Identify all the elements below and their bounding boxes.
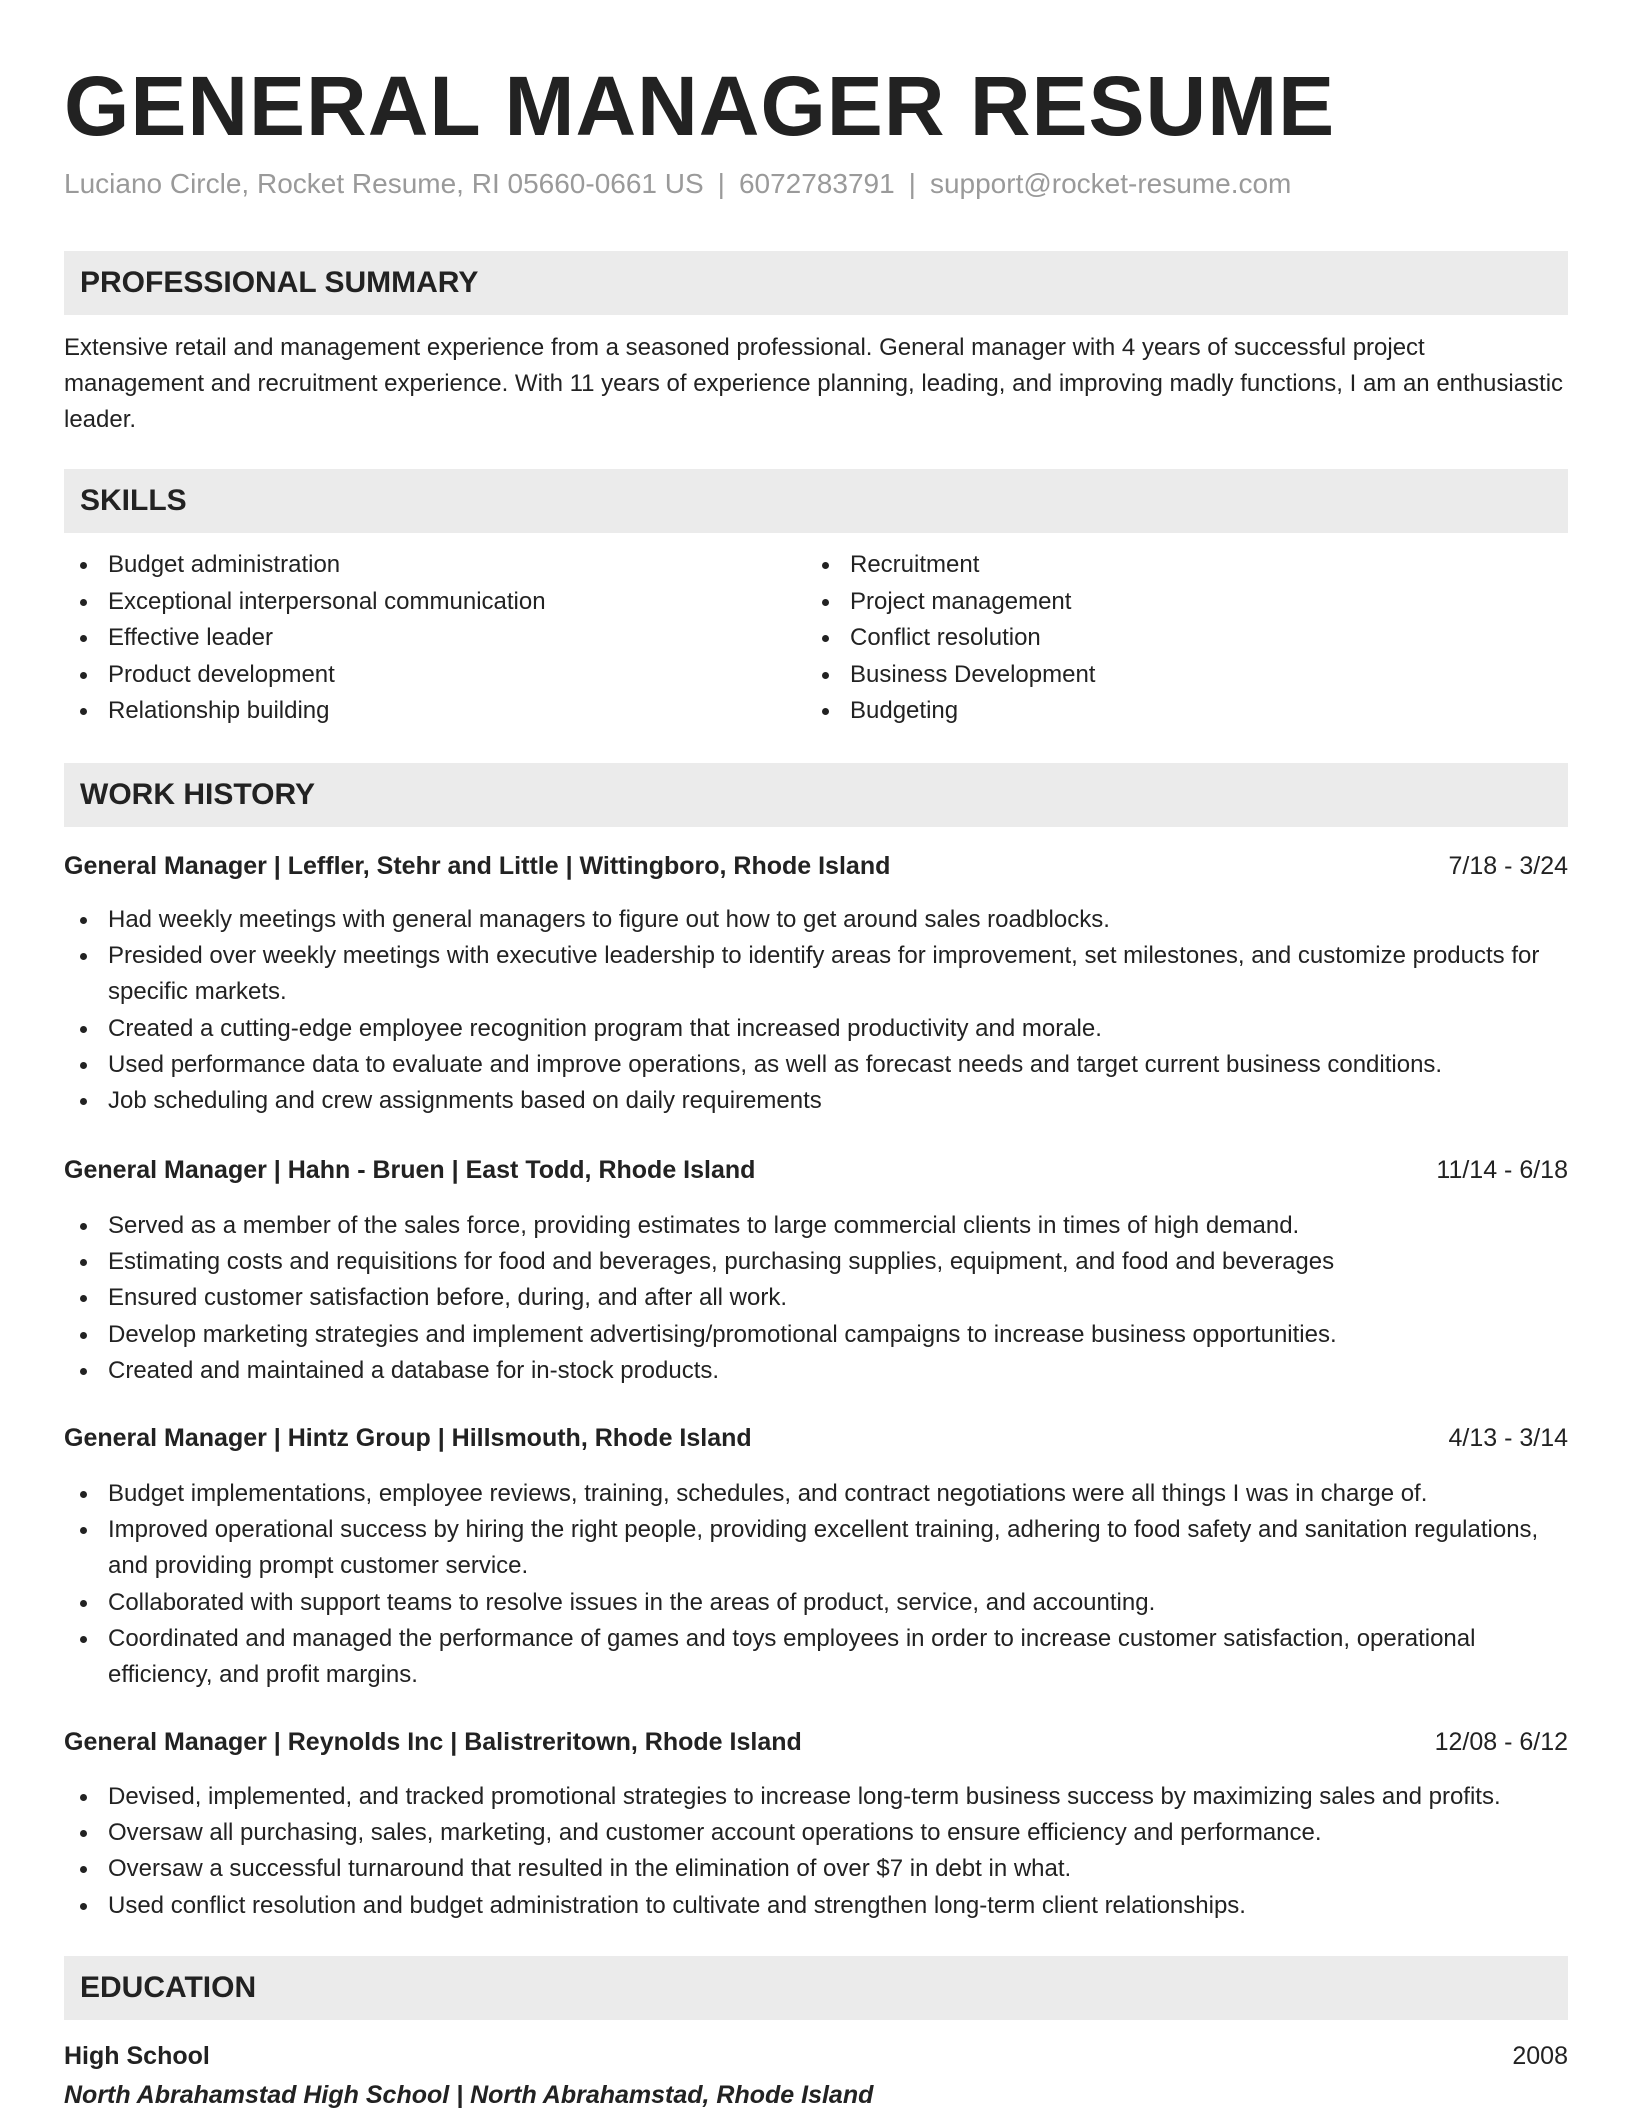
job-dates: 7/18 - 3/24 [1448, 852, 1568, 880]
summary-heading: PROFESSIONAL SUMMARY [64, 251, 1568, 315]
job-title: General Manager | Reynolds Inc | Balistreritown, Rhode Island [64, 1728, 802, 1756]
skill-item: Product development [64, 657, 764, 694]
job-bullet: Collaborated with support teams to resolve issues in the areas of product, service, and accounting. [64, 1585, 1568, 1621]
skills-list-right [806, 547, 1506, 730]
job-bullet: Used performance data to evaluate and improve operations, as well as forecast needs and target current business conditions. [64, 1047, 1568, 1083]
summary-text: Extensive retail and management experience from a seasoned professional. General manager with 4 years of successful project management and recruitment experience. With 11 years of experience planning, leading, and improving madly functions, I am an enthusiastic leader. [64, 334, 1564, 433]
contact-line [64, 166, 1291, 202]
contact-separator: | [717, 168, 725, 199]
resume-title: GENERAL MANAGER RESUME [64, 59, 1336, 153]
education-degree-line [64, 2039, 1568, 2073]
job-header [64, 849, 1568, 883]
job-bullet: Coordinated and managed the performance of games and toys employees in order to increase customer satisfaction, operational efficiency, and profit margins. [64, 1621, 1568, 1693]
contact-phone: 6072783791 [738, 168, 895, 199]
job-header [64, 1725, 1568, 1759]
job-bullet: Develop marketing strategies and implement advertising/promotional campaigns to increase business opportunities. [64, 1317, 1568, 1353]
education-year: 2008 [1512, 2042, 1568, 2070]
contact-separator: | [908, 168, 916, 199]
job-bullet: Job scheduling and crew assignments based on daily requirements [64, 1083, 1568, 1119]
job-dates: 12/08 - 6/12 [1434, 1728, 1568, 1756]
job-bullet: Served as a member of the sales force, providing estimates to large commercial clients in times of high demand. [64, 1208, 1568, 1244]
work-heading: WORK HISTORY [64, 763, 1568, 827]
contact-email: support@rocket-resume.com [929, 168, 1292, 199]
job-title: General Manager | Leffler, Stehr and Little | Wittingboro, Rhode Island [64, 852, 891, 880]
job-bullets [64, 1476, 1568, 1693]
job-bullet: Improved operational success by hiring the right people, providing excellent training, adhering to food safety and sanitation regulations, and providing prompt customer service. [64, 1512, 1568, 1584]
job-bullet: Used conflict resolution and budget administration to cultivate and strengthen long-term client relationships. [64, 1888, 1568, 1924]
job-dates: 11/14 - 6/18 [1436, 1156, 1568, 1184]
job-bullet: Presided over weekly meetings with executive leadership to identify areas for improvement, set milestones, and customize products for specific markets. [64, 938, 1568, 1010]
skill-item: Business Development [806, 657, 1506, 694]
education-degree: High School [64, 2042, 210, 2070]
job-bullets [64, 902, 1568, 1119]
job-bullet: Created a cutting-edge employee recognition program that increased productivity and morale. [64, 1011, 1568, 1047]
skill-item: Relationship building [64, 693, 764, 730]
job-bullet: Created and maintained a database for in-stock products. [64, 1353, 1568, 1389]
skill-item: Recruitment [806, 547, 1506, 584]
skill-item: Budget administration [64, 547, 764, 584]
skill-item: Exceptional interpersonal communication [64, 584, 764, 621]
education-school: North Abrahamstad High School | North Abrahamstad, Rhode Island [64, 2081, 874, 2109]
skills-list-left [64, 547, 764, 730]
job-header [64, 1421, 1568, 1455]
skill-item: Budgeting [806, 693, 1506, 730]
skill-item: Project management [806, 584, 1506, 621]
job-bullets [64, 1779, 1568, 1924]
job-dates: 4/13 - 3/14 [1448, 1424, 1568, 1452]
job-header [64, 1153, 1568, 1187]
education-heading: EDUCATION [64, 1956, 1568, 2020]
job-bullets [64, 1208, 1568, 1389]
job-title: General Manager | Hahn - Bruen | East Todd, Rhode Island [64, 1156, 756, 1184]
job-bullet: Ensured customer satisfaction before, during, and after all work. [64, 1280, 1568, 1316]
contact-address: Luciano Circle, Rocket Resume, RI 05660-0661 US [64, 168, 704, 199]
job-bullet: Budget implementations, employee reviews, training, schedules, and contract negotiations were all things I was in charge of. [64, 1476, 1568, 1512]
skill-item: Effective leader [64, 620, 764, 657]
job-bullet: Had weekly meetings with general managers to figure out how to get around sales roadblocks. [64, 902, 1568, 938]
job-bullet: Oversaw a successful turnaround that resulted in the elimination of over $7 in debt in what. [64, 1851, 1568, 1887]
job-bullet: Oversaw all purchasing, sales, marketing, and customer account operations to ensure efficiency and performance. [64, 1815, 1568, 1851]
job-title: General Manager | Hintz Group | Hillsmouth, Rhode Island [64, 1424, 752, 1452]
skill-item: Conflict resolution [806, 620, 1506, 657]
job-bullet: Estimating costs and requisitions for food and beverages, purchasing supplies, equipment, and food and beverages [64, 1244, 1568, 1280]
job-bullet: Devised, implemented, and tracked promotional strategies to increase long-term business success by maximizing sales and profits. [64, 1779, 1568, 1815]
skills-heading: SKILLS [64, 469, 1568, 533]
